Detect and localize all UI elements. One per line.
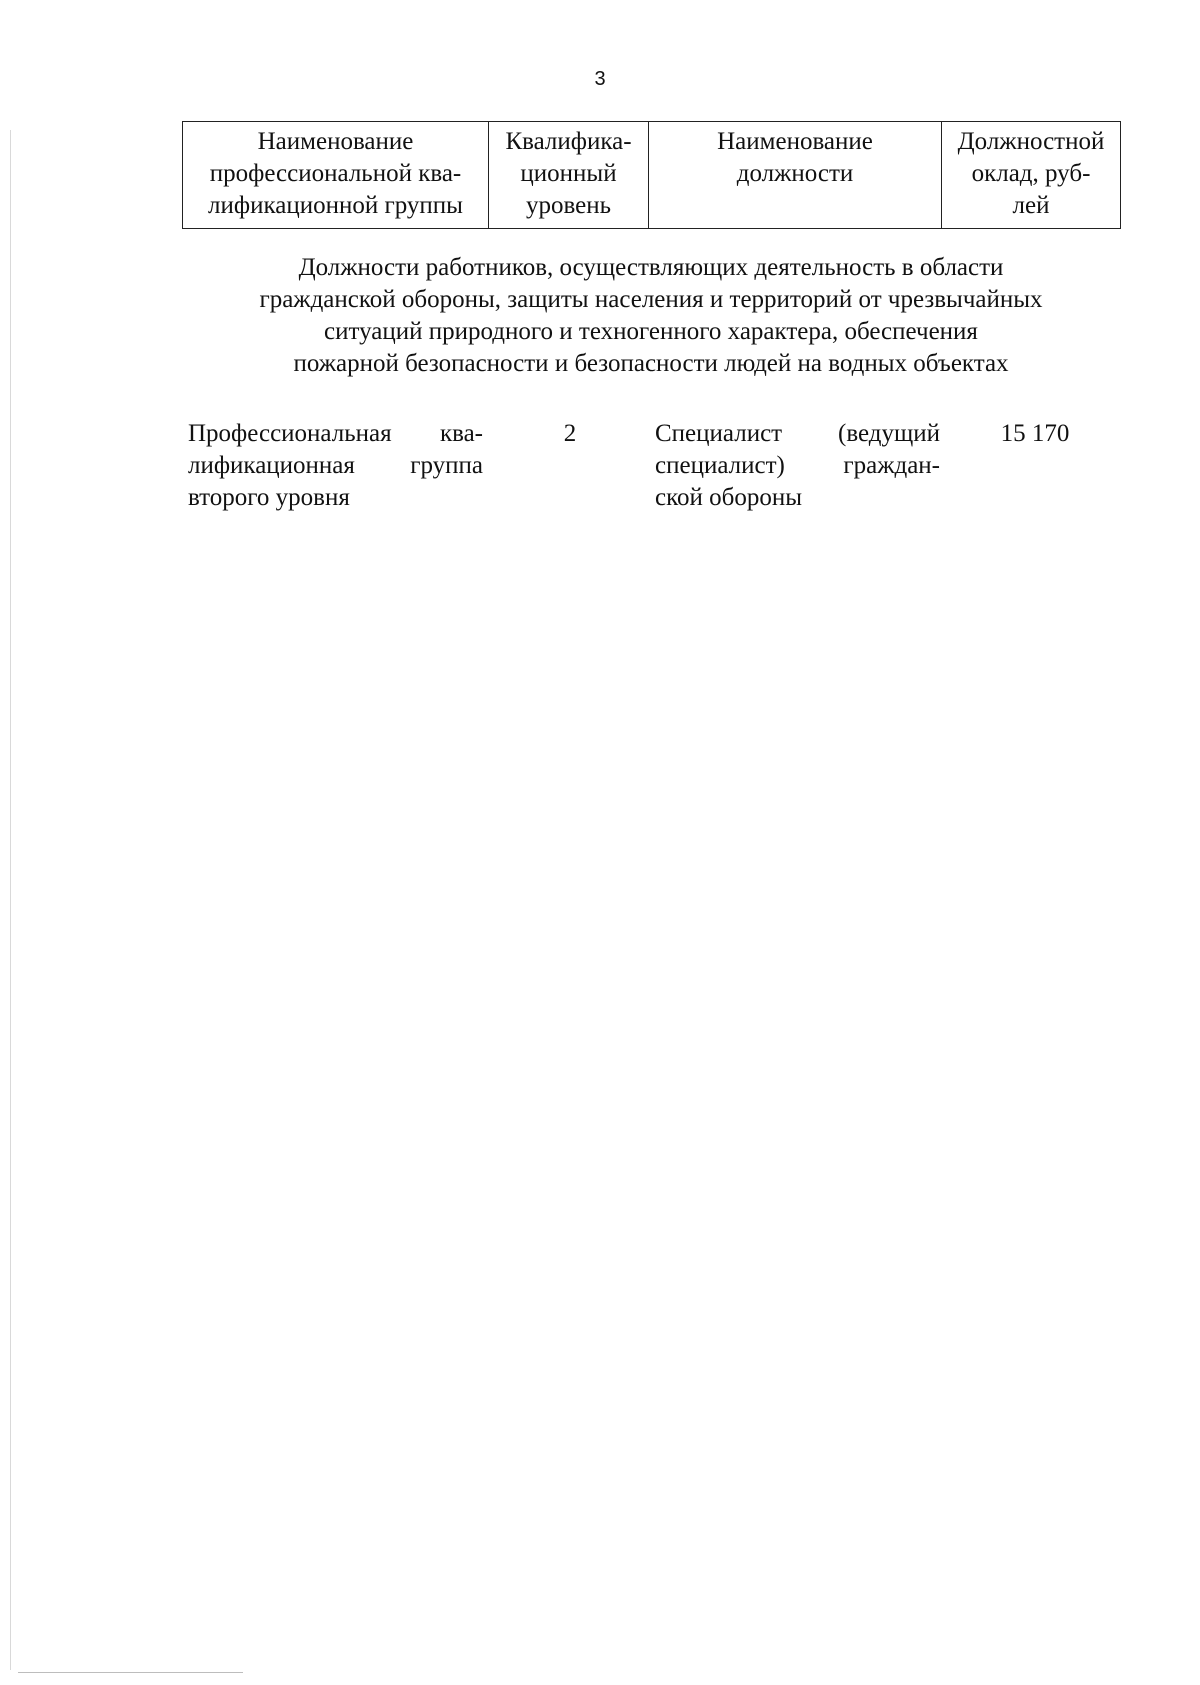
cell-position-name: Специалист (ведущий специалист) граждан- ской обороны: [655, 420, 940, 511]
cell-qualification-level: 2: [563, 420, 577, 447]
cell-group-name: Профессиональная ква- лификационная группа второго уровня: [188, 420, 483, 511]
section-title: Должности работников, осуществляющих деятельность в области гражданской обороны, защиты населения и территорий от чрезвычайных ситуаций природного и техногенного характера, обеспечения пожарной безопасности и безопасности людей на водных объектах: [259, 254, 1043, 377]
scan-margin-line: [10, 130, 11, 1670]
table-header: [182, 121, 1121, 229]
header-qualification-level: Квалифика- ционный уровень: [489, 122, 649, 229]
page-number: 3: [594, 68, 606, 90]
table-header-row: [183, 122, 1121, 229]
header-group-name: Наименование профессиональной ква- лификационной группы: [183, 122, 489, 229]
header-position-name: Наименование должности: [649, 122, 942, 229]
scan-bottom-line: [18, 1672, 243, 1673]
cell-salary: 15 170: [1000, 420, 1070, 447]
header-salary: Должностной оклад, руб- лей: [942, 122, 1121, 229]
